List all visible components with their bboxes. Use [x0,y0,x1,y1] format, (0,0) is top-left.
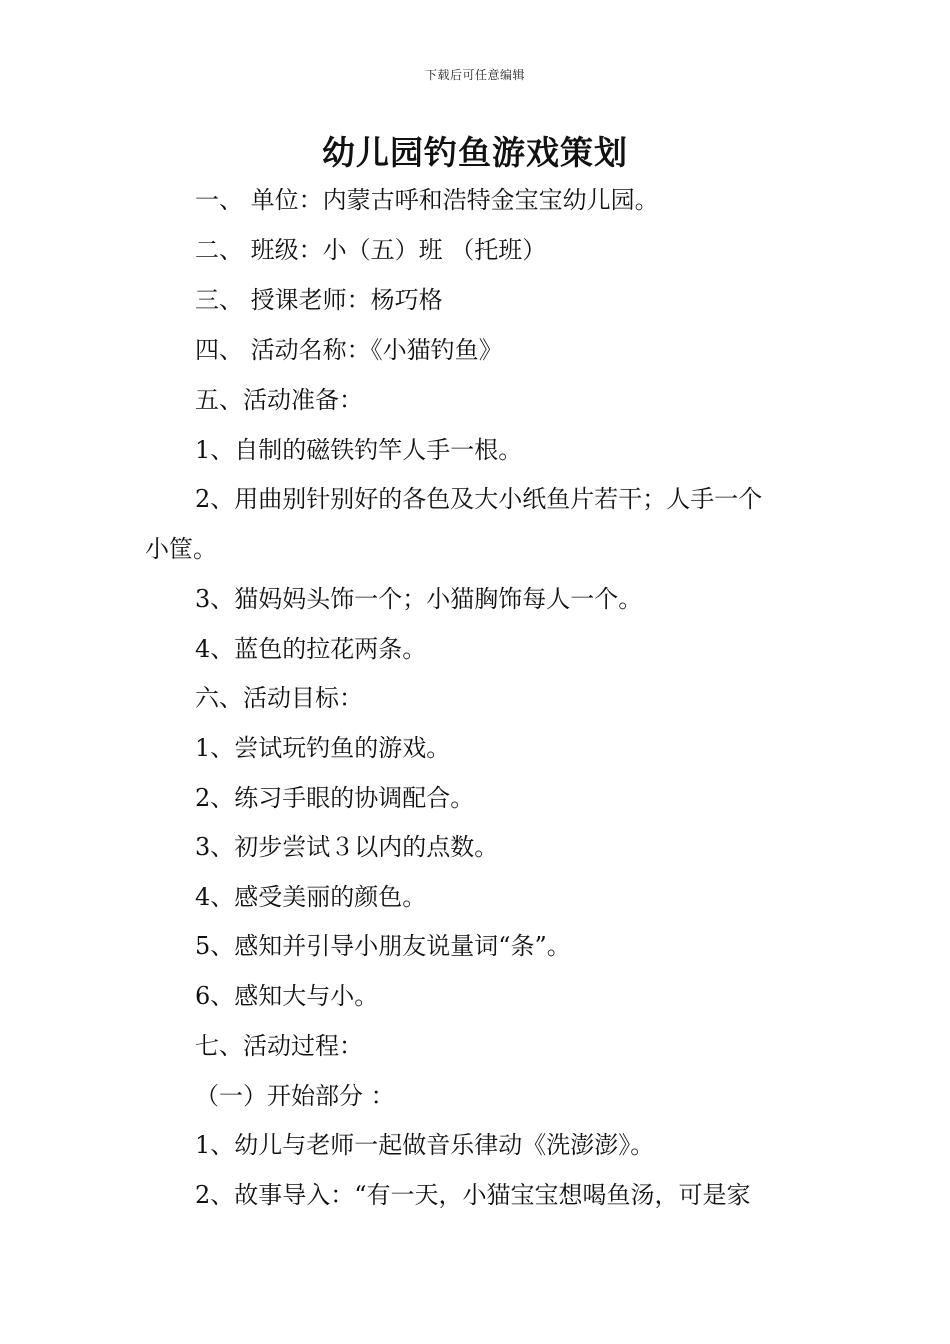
preparation-item-4: 4、蓝色的拉花两条。 [195,635,427,663]
info-line-teacher: 三、 授课老师：杨巧格 [195,286,443,314]
process-item-1: 1、幼儿与老师一起做音乐律动《洗澎澎》。 [195,1131,655,1159]
preparation-item-2-continued: 小筐。 [145,535,217,563]
goal-item-4: 4、感受美丽的颜色。 [195,883,427,911]
header-note: 下载后可任意编辑 [424,68,525,82]
document-title: 幼儿园钓鱼游戏策划 [322,133,628,172]
goal-item-2: 2、练习手眼的协调配合。 [195,784,475,812]
preparation-item-3: 3、猫妈妈头饰一个；小猫胸饰每人一个。 [195,585,643,613]
info-line-activity-name: 四、 活动名称：《小猫钓鱼》 [195,336,503,364]
info-line-unit: 一、 单位：内蒙古呼和浩特金宝宝幼儿园。 [195,186,659,214]
goal-item-3: 3、初步尝试３以内的点数。 [195,833,499,861]
info-line-class: 二、 班级：小（五）班 （托班） [195,236,547,264]
process-item-2: 2、故事导入：“有一天，小猫宝宝想喝鱼汤，可是家 [195,1181,751,1209]
section-heading-process: 七、活动过程： [195,1032,363,1060]
goal-item-5: 5、感知并引导小朋友说量词“条”。 [195,932,571,960]
preparation-item-1: 1、自制的磁铁钓竿人手一根。 [195,436,523,464]
section-heading-goals: 六、活动目标： [195,684,363,712]
goal-item-6: 6、感知大与小。 [195,982,379,1010]
section-heading-preparation: 五、活动准备： [195,386,363,414]
subsection-heading-start: （一）开始部分 ： [195,1082,395,1110]
preparation-item-2: 2、用曲别针别好的各色及大小纸鱼片若干；人手一个 [195,485,763,513]
goal-item-1: 1、尝试玩钓鱼的游戏。 [195,734,451,762]
